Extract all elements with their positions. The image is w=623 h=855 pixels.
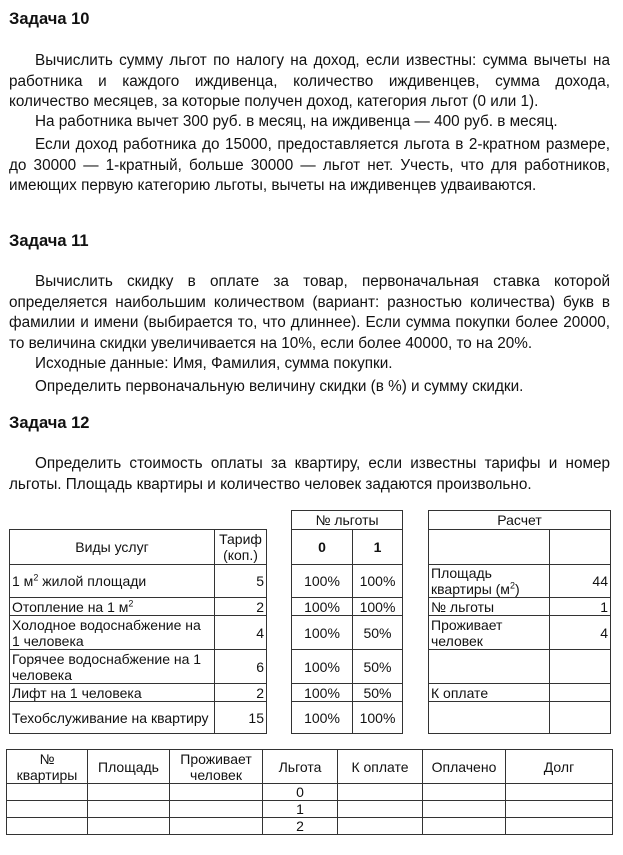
apartment-number-cell xyxy=(7,801,88,818)
benefit-label: № льготы xyxy=(429,598,550,616)
superscript: 2 xyxy=(128,597,134,608)
service-label: 1 м xyxy=(12,573,34,589)
table-row xyxy=(10,684,267,702)
area-label-tail: ) xyxy=(514,581,520,597)
residents-cell xyxy=(170,818,263,835)
benefit-0-cell: 100% xyxy=(292,565,353,598)
pay-label: К оплате xyxy=(429,684,550,702)
table-row xyxy=(292,702,403,734)
table-row xyxy=(10,565,267,598)
benefit-1-cell: 100% xyxy=(353,598,403,616)
table-row xyxy=(10,650,267,684)
header-apartment-number: № квартиры xyxy=(7,750,88,784)
benefit-cell: 1 xyxy=(263,801,338,818)
task-10-title: Задача 10 xyxy=(9,10,90,28)
header-tariff-line2: (коп.) xyxy=(223,547,258,563)
task-10-paragraph-3: Если доход работника до 15000, предоставляется льгота в 2-кратном размере, до 30000 — 1-кратный, больше 30000 — льгот нет. Учесть, что для работников, имеющих первую категорию льготы, вычеты на иждивенцев удваиваются. xyxy=(9,136,610,194)
table-row xyxy=(7,784,613,801)
debt-cell xyxy=(506,784,613,801)
header-benefit-0: 0 xyxy=(292,530,353,565)
header-residents: Проживает человек xyxy=(170,750,263,784)
table-row xyxy=(292,616,403,650)
benefit-cell: 0 xyxy=(263,784,338,801)
empty-cell xyxy=(550,530,611,565)
tariff-cell: 2 xyxy=(215,598,267,616)
service-label: Отопление на 1 м xyxy=(12,598,129,615)
paid-cell xyxy=(423,784,506,801)
task-10-paragraph-1: Вычислить сумму льгот по налогу на доход, если известны: сумма вычеты на работника и каждого иждивенца, количество иждивенцев, сумма дохода, количество месяцев, за которые получен доход, категория льгот (0 или 1). xyxy=(9,52,610,110)
header-benefit-number: № льготы xyxy=(292,511,403,530)
area-cell xyxy=(88,784,170,801)
benefit-0-cell: 100% xyxy=(292,650,353,684)
service-cell: Горячее водоснабжение на 1 человека xyxy=(10,650,215,684)
table-row xyxy=(292,598,403,616)
header-to-pay: К оплате xyxy=(338,750,423,784)
task-11-paragraph-1: Вычислить скидку в оплате за товар, первоначальная ставка которой определяется наибольшим количеством (вариант: разностью количества) букв в фамилии и имени (выбирается то, что длиннее). Если сумма покупки более 20000, то величина скидки увеличивается на 10%, если более 40000, то на 20%. xyxy=(9,273,610,352)
to-pay-cell xyxy=(338,784,423,801)
tariff-cell: 4 xyxy=(215,616,267,650)
to-pay-cell xyxy=(338,801,423,818)
area-value: 44 xyxy=(550,565,611,598)
header-benefit-1: 1 xyxy=(353,530,403,565)
service-cell: Лифт на 1 человека xyxy=(10,684,215,702)
residents-cell xyxy=(170,801,263,818)
empty-cell xyxy=(550,702,611,734)
task-10-paragraph-2: На работника вычет 300 руб. в месяц, на иждивенца — 400 руб. в месяц. xyxy=(35,113,558,130)
tariff-cell: 15 xyxy=(215,702,267,734)
apartment-ledger-table xyxy=(6,749,613,835)
superscript: 2 xyxy=(33,572,39,583)
benefit-0-cell: 100% xyxy=(292,702,353,734)
residents-cell xyxy=(170,784,263,801)
table-row xyxy=(292,565,403,598)
benefit-1-cell: 50% xyxy=(353,650,403,684)
tariff-cell: 2 xyxy=(215,684,267,702)
benefit-1-cell: 50% xyxy=(353,684,403,702)
apartment-number-cell xyxy=(7,818,88,835)
benefit-value: 1 xyxy=(550,598,611,616)
residents-value: 4 xyxy=(550,616,611,650)
pay-value xyxy=(550,684,611,702)
header-tariff-line1: Тариф xyxy=(219,531,262,547)
header-area: Площадь xyxy=(88,750,170,784)
task-12-title: Задача 12 xyxy=(9,414,90,432)
service-label-tail: жилой площади xyxy=(38,573,147,589)
service-cell xyxy=(10,598,215,616)
table-row xyxy=(7,801,613,818)
tariff-cell: 6 xyxy=(215,650,267,684)
table-row xyxy=(292,684,403,702)
task-11-title: Задача 11 xyxy=(9,232,89,250)
benefit-0-cell: 100% xyxy=(292,684,353,702)
residents-label: Проживает человек xyxy=(429,616,550,650)
table-row xyxy=(7,818,613,835)
paid-cell xyxy=(423,818,506,835)
benefit-0-cell: 100% xyxy=(292,598,353,616)
service-cell xyxy=(10,565,215,598)
benefit-cell: 2 xyxy=(263,818,338,835)
superscript: 2 xyxy=(509,580,515,591)
benefit-percent-table xyxy=(291,510,403,734)
paid-cell xyxy=(423,801,506,818)
benefit-0-cell: 100% xyxy=(292,616,353,650)
tariff-cell: 5 xyxy=(215,565,267,598)
area-label-text: Площадь квартиры (м xyxy=(431,565,510,597)
benefit-1-cell: 50% xyxy=(353,616,403,650)
empty-cell xyxy=(429,650,550,684)
empty-cell xyxy=(429,702,550,734)
empty-cell xyxy=(429,530,550,565)
table-row xyxy=(429,565,611,598)
service-cell: Техобслуживание на квартиру xyxy=(10,702,215,734)
task-11-paragraph-3: Определить первоначальную величину скидки (в %) и сумму скидки. xyxy=(35,378,524,395)
service-cell: Холодное водоснабжение на 1 человека xyxy=(10,616,215,650)
area-cell xyxy=(88,818,170,835)
header-benefit: Льгота xyxy=(263,750,338,784)
table-row xyxy=(429,684,611,702)
calculation-table xyxy=(428,510,611,734)
table-row xyxy=(429,598,611,616)
header-calculation: Расчет xyxy=(429,511,611,530)
header-service-types: Виды услуг xyxy=(10,530,215,565)
table-row xyxy=(10,598,267,616)
debt-cell xyxy=(506,818,613,835)
header-tariff xyxy=(215,530,267,565)
to-pay-cell xyxy=(338,818,423,835)
table-row xyxy=(10,616,267,650)
task-11-paragraph-2: Исходные данные: Имя, Фамилия, сумма покупки. xyxy=(35,355,393,372)
table-row xyxy=(429,616,611,650)
header-debt: Долг xyxy=(506,750,613,784)
table-row xyxy=(292,650,403,684)
area-cell xyxy=(88,801,170,818)
benefit-1-cell: 100% xyxy=(353,702,403,734)
benefit-1-cell: 100% xyxy=(353,565,403,598)
task-12-paragraph-1: Определить стоимость оплаты за квартиру, если известны тарифы и номер льготы. Площадь квартиры и количество человек задаются произвольно. xyxy=(9,455,610,493)
empty-cell xyxy=(550,650,611,684)
header-paid: Оплачено xyxy=(423,750,506,784)
debt-cell xyxy=(506,801,613,818)
area-label xyxy=(429,565,550,598)
services-tariff-table xyxy=(9,529,267,734)
table-row xyxy=(10,702,267,734)
apartment-number-cell xyxy=(7,784,88,801)
